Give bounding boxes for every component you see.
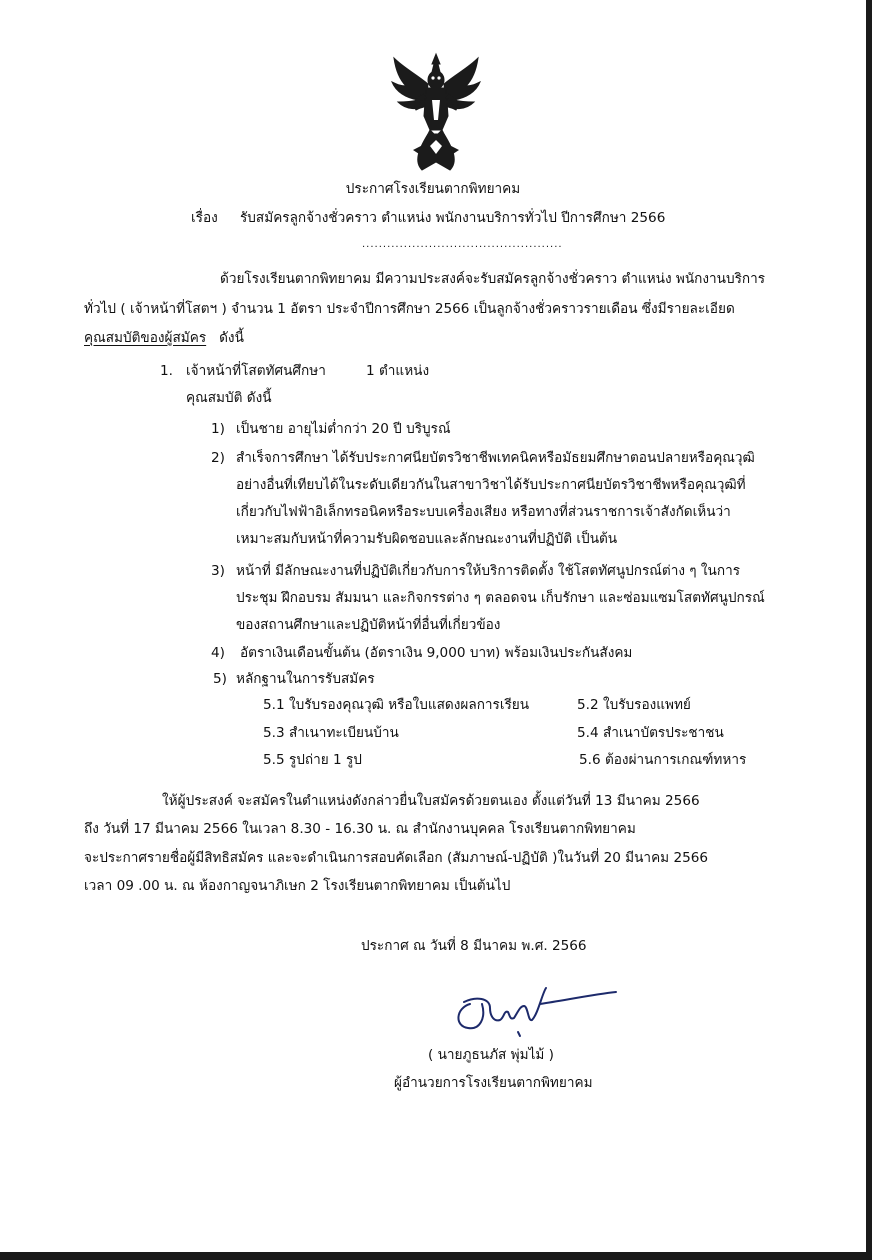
position-count: 1 ตำแหน่ง: [366, 363, 430, 379]
item-1-line: เป็นชาย อายุไม่ต่ำกว่า 20 ปี บริบูรณ์: [236, 421, 451, 437]
item-1-number: 1): [211, 421, 225, 437]
subject-text: รับสมัครลูกจ้างชั่วคราว ตำแหน่ง พนักงานบริการทั่วไป ปีการศึกษา 2566: [240, 210, 666, 226]
item-4-line: อัตราเงินเดือนขั้นต้น (อัตราเงิน 9,000 บาท) พร้อมเงินประกันสังคม: [240, 645, 633, 661]
qualifications-heading: คุณสมบัติของผู้สมัคร: [84, 330, 207, 346]
position-title: เจ้าหน้าที่โสตทัศนศึกษา: [186, 363, 326, 379]
signature-icon: [446, 982, 618, 1042]
evidence-5-1: 5.1 ใบรับรองคุณวุฒิ หรือใบแสดงผลการเรียน: [263, 697, 530, 713]
item-4-number: 4): [211, 645, 225, 661]
item-3-line: หน้าที่ มีลักษณะงานที่ปฏิบัติเกี่ยวกับการให้บริการติดตั้ง ใช้โสตทัศนูปกรณ์ต่าง ๆ ในการ: [236, 563, 741, 579]
closing-line-2: ถึง วันที่ 17 มีนาคม 2566 ในเวลา 8.30 - 16.30 น. ณ สำนักงานบุคคล โรงเรียนตากพิทยาคม: [84, 821, 636, 837]
qualification-heading: คุณสมบัติ ดังนี้: [186, 390, 272, 406]
header-divider-dots: ................................................: [362, 239, 563, 250]
item-5-line: หลักฐานในการรับสมัคร: [236, 671, 375, 687]
evidence-5-4: 5.4 สำเนาบัตรประชาชน: [577, 725, 724, 741]
item-2-line: เกี่ยวกับไฟฟ้าอิเล็กทรอนิคหรือระบบเครื่องเสียง หรือทางที่ส่วนราชการเจ้าสังกัดเห็นว่า: [236, 504, 731, 520]
announcement-title: ประกาศโรงเรียนตากพิทยาคม: [345, 181, 521, 197]
announcement-date: ประกาศ ณ วันที่ 8 มีนาคม พ.ศ. 2566: [361, 938, 587, 954]
item-2-line: สำเร็จการศึกษา ได้รับประกาศนียบัตรวิชาชีพเทคนิคหรือมัธยมศึกษาตอนปลายหรือคุณวุฒิ: [236, 450, 755, 466]
garuda-emblem-icon: [388, 50, 484, 174]
evidence-5-2: 5.2 ใบรับรองแพทย์: [577, 697, 691, 713]
item-3-number: 3): [211, 563, 225, 579]
signatory-position: ผู้อำนวยการโรงเรียนตากพิทยาคม: [394, 1075, 593, 1091]
intro-line-3-rest: ดังนี้: [219, 330, 244, 346]
signatory-name: ( นายภูธนภัส พุ่มไม้ ): [428, 1047, 554, 1063]
position-number: 1.: [160, 363, 173, 379]
closing-line-4: เวลา 09 .00 น. ณ ห้องกาญจนาภิเษก 2 โรงเรียนตากพิทยาคม เป็นต้นไป: [84, 878, 511, 894]
intro-line-3: [84, 329, 244, 347]
item-3-line: ของสถานศึกษาและปฏิบัติหน้าที่อื่นที่เกี่ยวข้อง: [236, 617, 501, 633]
intro-line-2: ทั่วไป ( เจ้าหน้าที่โสตฯ ) จำนวน 1 อัตรา ประจำปีการศึกษา 2566 เป็นลูกจ้างชั่วคราวรายเดือน ซึ่งมีรายละเอียด: [84, 301, 735, 317]
item-2-number: 2): [211, 450, 225, 466]
closing-line-1: ให้ผู้ประสงค์ จะสมัครในตำแหน่งดังกล่าวยื่นใบสมัครด้วยตนเอง ตั้งแต่วันที่ 13 มีนาคม 2566: [162, 793, 700, 809]
closing-line-3: จะประกาศรายชื่อผู้มีสิทธิสมัคร และจะดำเนินการสอบคัดเลือก (สัมภาษณ์-ปฏิบัติ )ในวันที่ 20 มีนาคม 2566: [84, 850, 709, 866]
item-5-number: 5): [213, 671, 227, 687]
item-2-line: เหมาะสมกับหน้าที่ความรับผิดชอบและลักษณะงานที่ปฏิบัติ เป็นต้น: [236, 531, 618, 547]
intro-line-1: ด้วยโรงเรียนตากพิทยาคม มีความประสงค์จะรับสมัครลูกจ้างชั่วคราว ตำแหน่ง พนักงานบริการ: [220, 271, 766, 287]
subject-label: เรื่อง: [191, 210, 218, 226]
item-3-line: ประชุม ฝึกอบรม สัมมนา และกิจกรรต่าง ๆ ตลอดจน เก็บรักษา และซ่อมแซมโสตทัศนูปกรณ์: [236, 590, 765, 606]
evidence-5-6: 5.6 ต้องผ่านการเกณฑ์ทหาร: [579, 752, 747, 768]
item-2-line: อย่างอื่นที่เทียบได้ในระดับเดียวกันในสาขาวิชาได้รับประกาศนียบัตรวิชาชีพหรือคุณวุฒิที่: [236, 477, 746, 493]
evidence-5-3: 5.3 สำเนาทะเบียนบ้าน: [263, 725, 399, 741]
evidence-5-5: 5.5 รูปถ่าย 1 รูป: [263, 752, 362, 768]
